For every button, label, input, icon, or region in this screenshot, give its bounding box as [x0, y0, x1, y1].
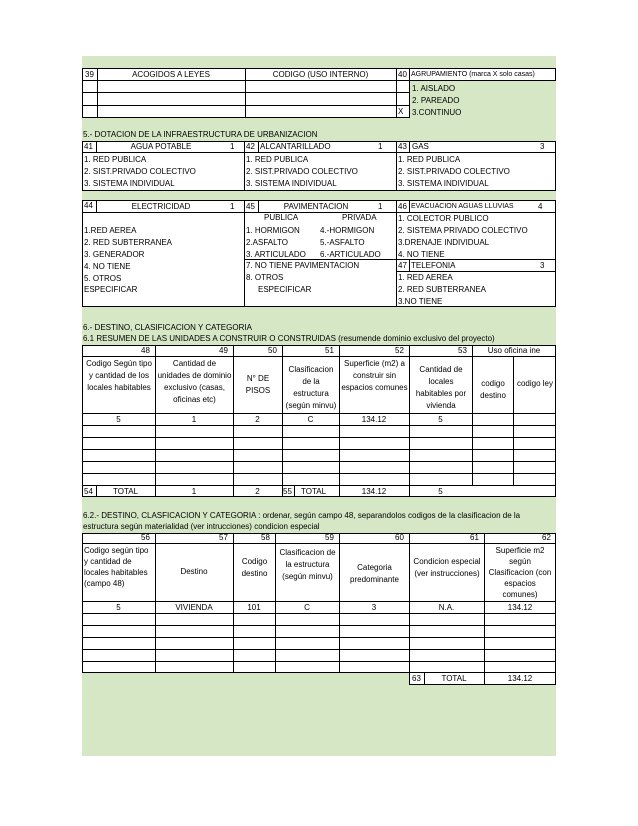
total-units: 1: [191, 487, 197, 496]
header62-superficie: Superficie m2 según Clasificacion (con espacios comunes): [488, 546, 552, 599]
field-num-47: 47: [398, 261, 407, 270]
field-num-60: 60: [395, 533, 404, 542]
field-num-51: 51: [325, 346, 334, 355]
tel-item: 3.NO TIENE: [398, 297, 443, 306]
telefonia-value: 3: [540, 261, 545, 270]
total-pisos: 2: [255, 487, 260, 496]
alc-item: 2. SIST.PRIVADO COLECTIVO: [246, 167, 358, 176]
table62-cell: C: [304, 603, 310, 612]
header-locales: Cantidad de locales habitables por vivienda: [415, 365, 467, 410]
section5-title: 5.- DOTACION DE LA INFRAESTRUCTURA DE URBANIZACION: [83, 130, 318, 139]
evacuacion-value: 4: [538, 202, 543, 211]
field-num-50: 50: [268, 346, 277, 355]
header-clasificacion: Clasificacion de la estructura (según minvu): [285, 365, 337, 410]
header-codigo-ley: codigo ley: [516, 379, 554, 388]
gas-item: 2. SIST.PRIVADO COLECTIVO: [398, 167, 510, 176]
field-num-41: 41: [84, 142, 93, 151]
elec-item: 2. RED SUBTERRANEA: [84, 238, 173, 247]
elec-item: 3. GENERADOR: [84, 250, 145, 259]
field-num-57: 57: [219, 533, 228, 542]
evacuacion-label: EVACUACION AGUAS LLUVIAS: [411, 203, 514, 210]
field-num-42: 42: [246, 142, 255, 151]
total-label-2: TOTAL: [301, 487, 327, 496]
tel-item: 2. RED SUBTERRANEA: [398, 285, 487, 294]
pav-item: 5.-ASFALTO: [320, 238, 365, 247]
alcantarillado-value: 1: [378, 142, 383, 151]
agua-item: 1. RED PUBLICA: [84, 155, 147, 164]
table62-cell: N.A.: [438, 603, 455, 612]
evac-item: 2. SISTEMA PRIVADO COLECTIVO: [398, 226, 528, 235]
pav-publica: PUBLICA: [264, 213, 299, 222]
pav-item: 4.-HORMIGON: [320, 226, 375, 235]
header62-codigo: Codigo según tipo y cantidad de locales habitables (campo 48): [84, 546, 149, 588]
agrupamiento-label: AGRUPAMIENTO (marca X solo casas): [411, 71, 535, 78]
tel-item: 1. RED AEREA: [398, 273, 453, 282]
table62-cell: 3: [371, 603, 377, 612]
field-num-43: 43: [398, 142, 407, 151]
agua-potable-value: 1: [230, 142, 235, 151]
gas-item: 1. RED PUBLICA: [398, 155, 461, 164]
pav-item: 3. ARTICULADO: [246, 250, 306, 259]
header62-clasificacion: Clasificacion de la estructura (según minvu): [279, 548, 336, 581]
elec-item: 1.RED AEREA: [84, 226, 137, 235]
field-num-40: 40: [398, 70, 407, 79]
total-locales: 5: [438, 487, 443, 496]
field-num-63: 63: [412, 674, 421, 683]
uso-oficina-label: Uso oficina ine: [487, 346, 541, 355]
electricidad-label: ELECTRICIDAD: [131, 202, 191, 211]
field-num-56: 56: [141, 533, 150, 542]
elec-item: 5. OTROS: [84, 274, 122, 283]
gas-label: GAS: [412, 142, 429, 151]
header-codigo: Codigo Según tipo y cantidad de los locales habitables: [86, 359, 152, 392]
field-num-58: 58: [261, 533, 270, 542]
alcantarillado-label: ALCANTARILLADO: [260, 142, 331, 151]
field-num-61: 61: [470, 533, 479, 542]
agrupamiento-mark: X: [398, 107, 404, 116]
field-num-53: 53: [458, 346, 467, 355]
alc-item: 1. RED PUBLICA: [246, 155, 309, 164]
pav-item: 1. HORMIGON: [246, 226, 300, 235]
header62-categoria: Categoria predominante: [350, 563, 399, 584]
table61-cell: 2: [255, 415, 260, 424]
field-num-54: 54: [84, 487, 93, 496]
field-num-55: 55: [283, 487, 292, 496]
option-pareado: 2. PAREADO: [412, 96, 460, 105]
pavimentacion-value: 1: [378, 202, 383, 211]
table62-cell: VIVIENDA: [175, 603, 213, 612]
section62-title: 6.2.- DESTINO, CLASFICACION Y CATEGORIA : ordenar, según campo 48, separandolos codigos de la clasificacion de la estructura según materialidad (ver intrucciones) condicion especial: [83, 511, 521, 531]
field-num-49: 49: [219, 346, 228, 355]
header-codigo-destino: codigo destino: [480, 379, 506, 400]
gas-value: 3: [540, 142, 545, 151]
header62-destino: Destino: [180, 567, 208, 576]
pav-item: 7. NO TIENE PAVIMENTACION: [246, 261, 360, 270]
total62-value: 134.12: [507, 674, 533, 683]
acogidos-label: ACOGIDOS A LEYES: [132, 70, 210, 79]
table62-cell: 134.12: [507, 603, 533, 612]
field-num-45: 45: [246, 202, 255, 211]
header-superficie: Superficie (m2) a construir sin espacios comunes: [341, 359, 408, 392]
header62-condicion: Condicion especial (ver instrucciones): [413, 557, 481, 578]
elec-item: 4. NO TIENE: [84, 262, 131, 271]
header62-codigo-destino: Codigo destino: [241, 557, 268, 578]
section6-title: 6.- DESTINO, CLASIFICACION Y CATEGORIA: [83, 323, 252, 332]
alc-item: 3. SISTEMA INDIVIDUAL: [246, 179, 337, 188]
evac-item: 1. COLECTOR PUBLICO: [398, 214, 489, 223]
field-num-46: 46: [398, 202, 407, 211]
pav-item: 8. OTROS: [246, 273, 284, 282]
header-cantidad: Cantidad de unidades de dominio exclusivo (casas, oficinas etc): [157, 359, 232, 404]
elec-item: ESPECIFICAR: [84, 285, 138, 294]
table61-cell: 1: [191, 415, 197, 424]
total-label: TOTAL: [113, 487, 139, 496]
telefonia-label: TELEFONIA: [411, 261, 456, 270]
pav-item: 2.ASFALTO: [246, 238, 288, 247]
evac-item: 3.DRENAJE INDIVIDUAL: [398, 238, 490, 247]
field-num-62: 62: [542, 533, 551, 542]
pav-item: 6.-ARTICULADO: [320, 250, 381, 259]
table61-cell: 5: [438, 415, 443, 424]
agua-item: 2. SIST.PRIVADO COLECTIVO: [84, 167, 196, 176]
field-num-59: 59: [325, 533, 334, 542]
agua-item: 3. SISTEMA INDIVIDUAL: [84, 179, 175, 188]
table61-cell: 134.12: [361, 415, 387, 424]
table62-cell: 101: [247, 603, 261, 612]
codigo-interno-label: CODIGO (USO INTERNO): [272, 70, 369, 79]
total62-label: TOTAL: [441, 674, 467, 683]
field-num-39: 39: [85, 70, 94, 79]
field-num-48: 48: [141, 346, 150, 355]
pavimentacion-label: PAVIMENTACION: [283, 202, 349, 211]
electricidad-value: 1: [230, 202, 235, 211]
section61-subtitle: 6.1 RESUMEN DE LAS UNIDADES A CONSTRUIR O CONSTRUIDAS (resumende dominio exclusivo del proyecto): [83, 334, 495, 343]
table61-cell: 5: [116, 415, 121, 424]
agua-potable-label: AGUA POTABLE: [130, 142, 192, 151]
total-superficie: 134.12: [361, 487, 387, 496]
field-num-52: 52: [395, 346, 404, 355]
header-pisos: N° DE PISOS: [245, 374, 271, 395]
field-num-44: 44: [84, 201, 93, 210]
pav-privada: PRIVADA: [342, 213, 377, 222]
gas-item: 3. SISTEMA INDIVIDUAL: [398, 179, 489, 188]
table61-cell: C: [307, 415, 314, 424]
evac-item: 4. NO TIENE: [398, 250, 445, 259]
option-aislado: 1. AISLADO: [412, 84, 456, 93]
option-continuo: 3.CONTINUO: [412, 108, 462, 117]
pav-item: ESPECIFICAR: [258, 285, 312, 294]
table62-cell: 5: [116, 603, 121, 612]
